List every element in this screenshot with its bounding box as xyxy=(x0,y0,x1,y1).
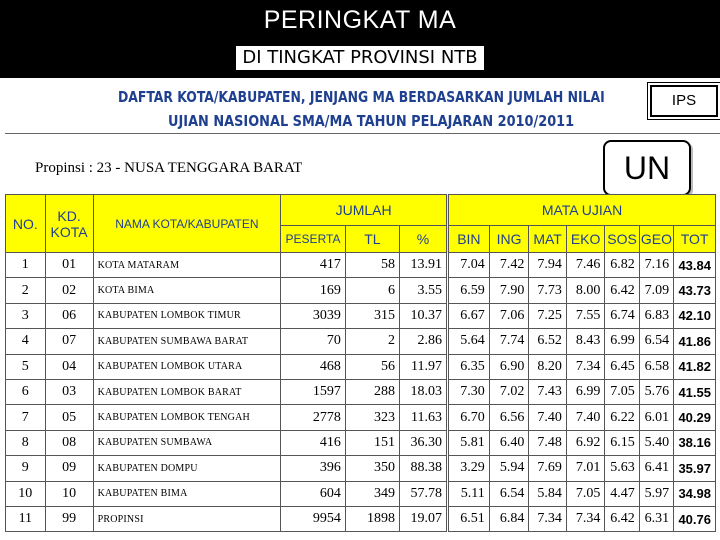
cell-geo: 5.97 xyxy=(639,481,673,506)
cell-bin: 3.29 xyxy=(448,456,490,481)
cell-tot: 35.97 xyxy=(674,456,716,481)
cell-eko: 7.55 xyxy=(566,303,605,328)
un-badge: UN xyxy=(603,140,691,196)
cell-ing: 6.54 xyxy=(489,481,529,506)
header-ing: ING xyxy=(489,226,529,253)
cell-sos: 4.47 xyxy=(605,481,639,506)
cell-tot: 38.16 xyxy=(674,430,716,455)
cell-sos: 6.42 xyxy=(605,278,639,303)
cell-tot: 40.29 xyxy=(674,405,716,430)
document-heading-line2: UJIAN NASIONAL SMA/MA TAHUN PELAJARAN 2010/2011 xyxy=(168,112,575,130)
cell-pct: 11.97 xyxy=(400,354,448,379)
header-peserta: PESERTA xyxy=(281,226,346,253)
header-bin: BIN xyxy=(448,226,490,253)
cell-name: KABUPATEN SUMBAWA BARAT xyxy=(93,329,281,354)
cell-bin: 6.35 xyxy=(448,354,490,379)
cell-peserta: 1597 xyxy=(281,379,346,404)
cell-bin: 5.64 xyxy=(448,329,490,354)
banner-title: PERINGKAT MA xyxy=(263,6,457,34)
cell-geo: 6.31 xyxy=(639,506,673,531)
cell-kd: 08 xyxy=(45,430,93,455)
cell-mat: 7.73 xyxy=(529,278,567,303)
cell-eko: 7.34 xyxy=(566,354,605,379)
cell-mat: 7.69 xyxy=(529,456,567,481)
cell-pct: 2.86 xyxy=(400,329,448,354)
cell-no: 4 xyxy=(6,329,46,354)
cell-geo: 6.83 xyxy=(639,303,673,328)
cell-sos: 6.74 xyxy=(605,303,639,328)
cell-eko: 8.00 xyxy=(566,278,605,303)
cell-tl: 323 xyxy=(345,405,399,430)
table-row xyxy=(6,278,716,303)
cell-kd: 06 xyxy=(45,303,93,328)
cell-eko: 7.34 xyxy=(566,506,605,531)
cell-pct: 88.38 xyxy=(400,456,448,481)
cell-ing: 7.06 xyxy=(489,303,529,328)
cell-name: KABUPATEN LOMBOK TIMUR xyxy=(93,303,281,328)
divider xyxy=(5,133,720,134)
cell-sos: 6.42 xyxy=(605,506,639,531)
cell-bin: 6.70 xyxy=(448,405,490,430)
cell-kd: 05 xyxy=(45,405,93,430)
cell-mat: 7.94 xyxy=(529,253,567,278)
cell-name: PROPINSI xyxy=(93,506,281,531)
cell-peserta: 604 xyxy=(281,481,346,506)
table-row xyxy=(6,506,716,531)
cell-geo: 6.58 xyxy=(639,354,673,379)
cell-geo: 5.76 xyxy=(639,379,673,404)
cell-eko: 7.40 xyxy=(566,405,605,430)
cell-name: KABUPATEN SUMBAWA xyxy=(93,430,281,455)
cell-mat: 7.34 xyxy=(529,506,567,531)
header-geo: GEO xyxy=(639,226,673,253)
cell-kd: 07 xyxy=(45,329,93,354)
cell-pct: 13.91 xyxy=(400,253,448,278)
cell-ing: 5.94 xyxy=(489,456,529,481)
cell-geo: 6.41 xyxy=(639,456,673,481)
cell-peserta: 2778 xyxy=(281,405,346,430)
header-kd-kota: KD. KOTA xyxy=(45,195,93,253)
cell-sos: 5.63 xyxy=(605,456,639,481)
header-sos: SOS xyxy=(605,226,639,253)
cell-kd: 03 xyxy=(45,379,93,404)
cell-name: KABUPATEN BIMA xyxy=(93,481,281,506)
cell-tot: 34.98 xyxy=(674,481,716,506)
cell-no: 3 xyxy=(6,303,46,328)
cell-peserta: 396 xyxy=(281,456,346,481)
cell-tot: 41.82 xyxy=(674,354,716,379)
cell-pct: 10.37 xyxy=(400,303,448,328)
cell-pct: 11.63 xyxy=(400,405,448,430)
cell-bin: 5.81 xyxy=(448,430,490,455)
cell-no: 6 xyxy=(6,379,46,404)
cell-tl: 58 xyxy=(345,253,399,278)
cell-sos: 6.15 xyxy=(605,430,639,455)
cell-kd: 99 xyxy=(45,506,93,531)
cell-mat: 7.40 xyxy=(529,405,567,430)
cell-ing: 7.02 xyxy=(489,379,529,404)
cell-bin: 7.30 xyxy=(448,379,490,404)
cell-no: 11 xyxy=(6,506,46,531)
cell-tot: 43.73 xyxy=(674,278,716,303)
cell-no: 7 xyxy=(6,405,46,430)
cell-pct: 57.78 xyxy=(400,481,448,506)
cell-no: 2 xyxy=(6,278,46,303)
cell-sos: 6.45 xyxy=(605,354,639,379)
cell-ing: 6.56 xyxy=(489,405,529,430)
cell-tot: 43.84 xyxy=(674,253,716,278)
banner-subtitle: DI TINGKAT PROVINSI NTB xyxy=(236,46,483,70)
document-heading-line1: DAFTAR KOTA/KABUPATEN, JENJANG MA BERDASARKAN JUMLAH NILAI xyxy=(118,88,605,106)
cell-tot: 42.10 xyxy=(674,303,716,328)
cell-mat: 7.25 xyxy=(529,303,567,328)
cell-tl: 56 xyxy=(345,354,399,379)
cell-peserta: 417 xyxy=(281,253,346,278)
cell-mat: 7.48 xyxy=(529,430,567,455)
cell-tot: 41.55 xyxy=(674,379,716,404)
cell-tl: 315 xyxy=(345,303,399,328)
table-row xyxy=(6,379,716,404)
cell-ing: 7.90 xyxy=(489,278,529,303)
cell-bin: 6.59 xyxy=(448,278,490,303)
table-body xyxy=(6,253,716,532)
cell-tl: 6 xyxy=(345,278,399,303)
cell-name: KABUPATEN DOMPU xyxy=(93,456,281,481)
table-row xyxy=(6,303,716,328)
cell-peserta: 9954 xyxy=(281,506,346,531)
cell-eko: 6.92 xyxy=(566,430,605,455)
cell-name: KABUPATEN LOMBOK UTARA xyxy=(93,354,281,379)
cell-ing: 6.84 xyxy=(489,506,529,531)
table-row xyxy=(6,329,716,354)
cell-name: KOTA BIMA xyxy=(93,278,281,303)
cell-eko: 6.99 xyxy=(566,379,605,404)
cell-no: 10 xyxy=(6,481,46,506)
cell-peserta: 169 xyxy=(281,278,346,303)
cell-mat: 5.84 xyxy=(529,481,567,506)
cell-geo: 6.01 xyxy=(639,405,673,430)
cell-ing: 6.40 xyxy=(489,430,529,455)
cell-tot: 40.76 xyxy=(674,506,716,531)
cell-kd: 09 xyxy=(45,456,93,481)
cell-geo: 6.54 xyxy=(639,329,673,354)
table-row xyxy=(6,456,716,481)
table-row xyxy=(6,430,716,455)
cell-kd: 02 xyxy=(45,278,93,303)
cell-mat: 7.43 xyxy=(529,379,567,404)
title-banner xyxy=(0,0,720,78)
cell-kd: 04 xyxy=(45,354,93,379)
cell-bin: 6.67 xyxy=(448,303,490,328)
cell-tl: 349 xyxy=(345,481,399,506)
header-group-mata-ujian: MATA UJIAN xyxy=(448,195,716,226)
cell-kd: 10 xyxy=(45,481,93,506)
cell-name: KOTA MATARAM xyxy=(93,253,281,278)
table-row xyxy=(6,405,716,430)
province-label: Propinsi : 23 - NUSA TENGGARA BARAT xyxy=(35,160,303,176)
table-row xyxy=(6,481,716,506)
cell-no: 9 xyxy=(6,456,46,481)
header-eko: EKO xyxy=(566,226,605,253)
cell-pct: 36.30 xyxy=(400,430,448,455)
header-name: NAMA KOTA/KABUPATEN xyxy=(93,195,281,253)
cell-tl: 1898 xyxy=(345,506,399,531)
cell-mat: 8.20 xyxy=(529,354,567,379)
cell-peserta: 3039 xyxy=(281,303,346,328)
cell-peserta: 70 xyxy=(281,329,346,354)
cell-name: KABUPATEN LOMBOK BARAT xyxy=(93,379,281,404)
cell-no: 5 xyxy=(6,354,46,379)
cell-bin: 6.51 xyxy=(448,506,490,531)
header-mat: MAT xyxy=(529,226,567,253)
cell-tl: 151 xyxy=(345,430,399,455)
cell-ing: 7.42 xyxy=(489,253,529,278)
cell-geo: 7.16 xyxy=(639,253,673,278)
cell-peserta: 416 xyxy=(281,430,346,455)
ips-badge: IPS xyxy=(650,85,718,117)
table-row xyxy=(6,354,716,379)
cell-tot: 41.86 xyxy=(674,329,716,354)
cell-name: KABUPATEN LOMBOK TENGAH xyxy=(93,405,281,430)
cell-sos: 6.82 xyxy=(605,253,639,278)
header-group-jumlah: JUMLAH xyxy=(281,195,448,226)
cell-kd: 01 xyxy=(45,253,93,278)
cell-ing: 6.90 xyxy=(489,354,529,379)
header-tl: TL xyxy=(345,226,399,253)
cell-pct: 19.07 xyxy=(400,506,448,531)
cell-no: 1 xyxy=(6,253,46,278)
cell-tl: 350 xyxy=(345,456,399,481)
cell-sos: 7.05 xyxy=(605,379,639,404)
banner-subtitle-wrap xyxy=(0,47,720,68)
cell-pct: 18.03 xyxy=(400,379,448,404)
cell-bin: 7.04 xyxy=(448,253,490,278)
cell-no: 8 xyxy=(6,430,46,455)
cell-geo: 5.40 xyxy=(639,430,673,455)
cell-peserta: 468 xyxy=(281,354,346,379)
cell-tl: 288 xyxy=(345,379,399,404)
cell-eko: 8.43 xyxy=(566,329,605,354)
cell-ing: 7.74 xyxy=(489,329,529,354)
cell-tl: 2 xyxy=(345,329,399,354)
ranking-table xyxy=(5,194,716,532)
table-row xyxy=(6,253,716,278)
cell-eko: 7.05 xyxy=(566,481,605,506)
header-pct: % xyxy=(400,226,448,253)
cell-eko: 7.01 xyxy=(566,456,605,481)
cell-bin: 5.11 xyxy=(448,481,490,506)
cell-pct: 3.55 xyxy=(400,278,448,303)
cell-sos: 6.99 xyxy=(605,329,639,354)
header-no: NO. xyxy=(6,195,46,253)
cell-mat: 6.52 xyxy=(529,329,567,354)
cell-sos: 6.22 xyxy=(605,405,639,430)
cell-geo: 7.09 xyxy=(639,278,673,303)
header-tot: TOT xyxy=(674,226,716,253)
cell-eko: 7.46 xyxy=(566,253,605,278)
